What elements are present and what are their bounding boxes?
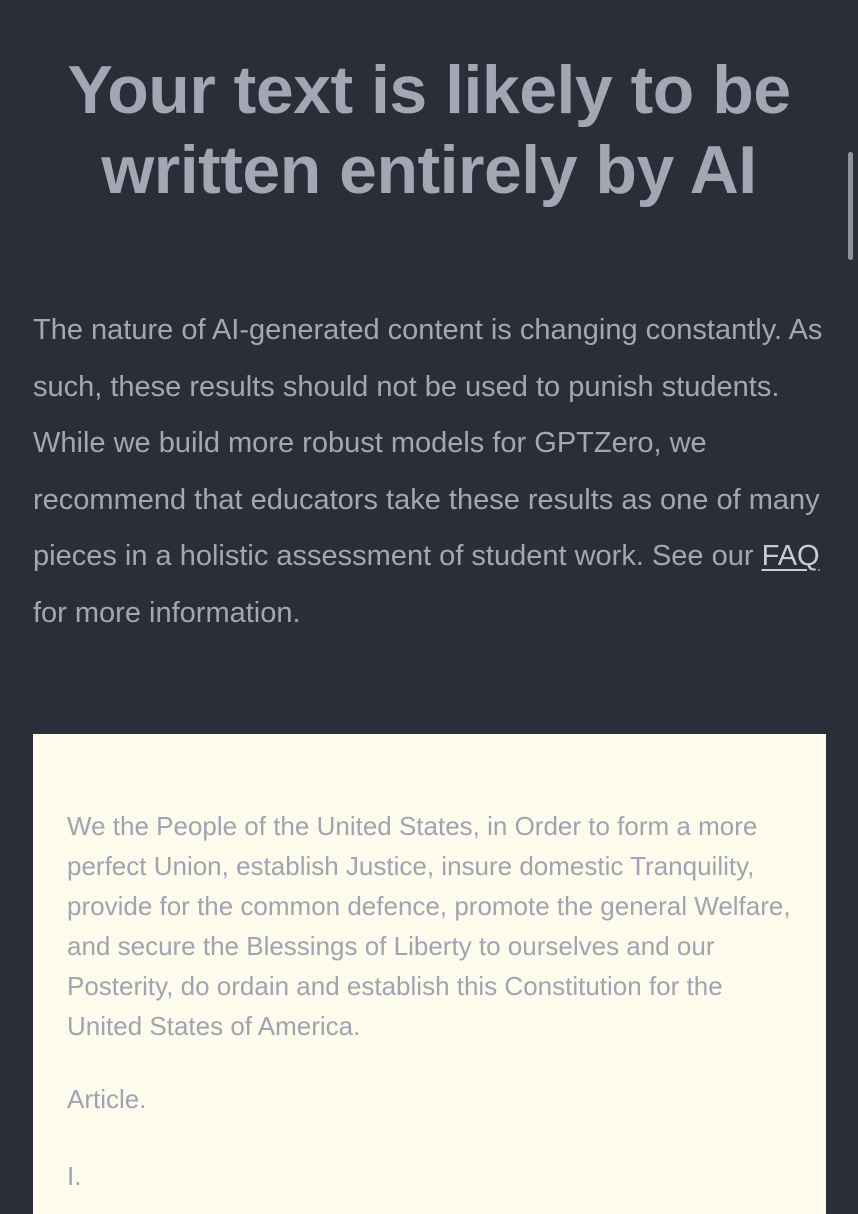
disclaimer-text-end: for more information. bbox=[33, 596, 301, 629]
result-headline bbox=[0, 50, 858, 210]
headline-line-2: written entirely by AI bbox=[101, 132, 757, 208]
article-label: Article. bbox=[67, 1084, 147, 1114]
analyzed-text-paragraph: We the People of the United States, in Order to form a more perfect Union, establish Justice, insure domestic Tranquility, provide for the common defence, promote the general Welfare, and secure the Blessings of Liberty to ourselves and our Posterity, do ordain and establish this Constitution for the United States of America. bbox=[67, 811, 791, 1041]
scrollbar-thumb[interactable] bbox=[848, 152, 853, 260]
faq-link[interactable]: FAQ bbox=[761, 540, 820, 572]
disclaimer-paragraph bbox=[33, 302, 833, 641]
highlighted-text-box bbox=[33, 734, 826, 1214]
headline-line-1: Your text is likely to be bbox=[67, 52, 791, 128]
article-number: I. bbox=[67, 1161, 82, 1191]
disclaimer-text-start: The nature of AI-generated content is changing constantly. As such, these results should not be used to punish students. While we build more robust models for GPTZero, we recommend that educators take these results as one of many pieces in a holistic assessment of student work. See our bbox=[33, 314, 823, 572]
